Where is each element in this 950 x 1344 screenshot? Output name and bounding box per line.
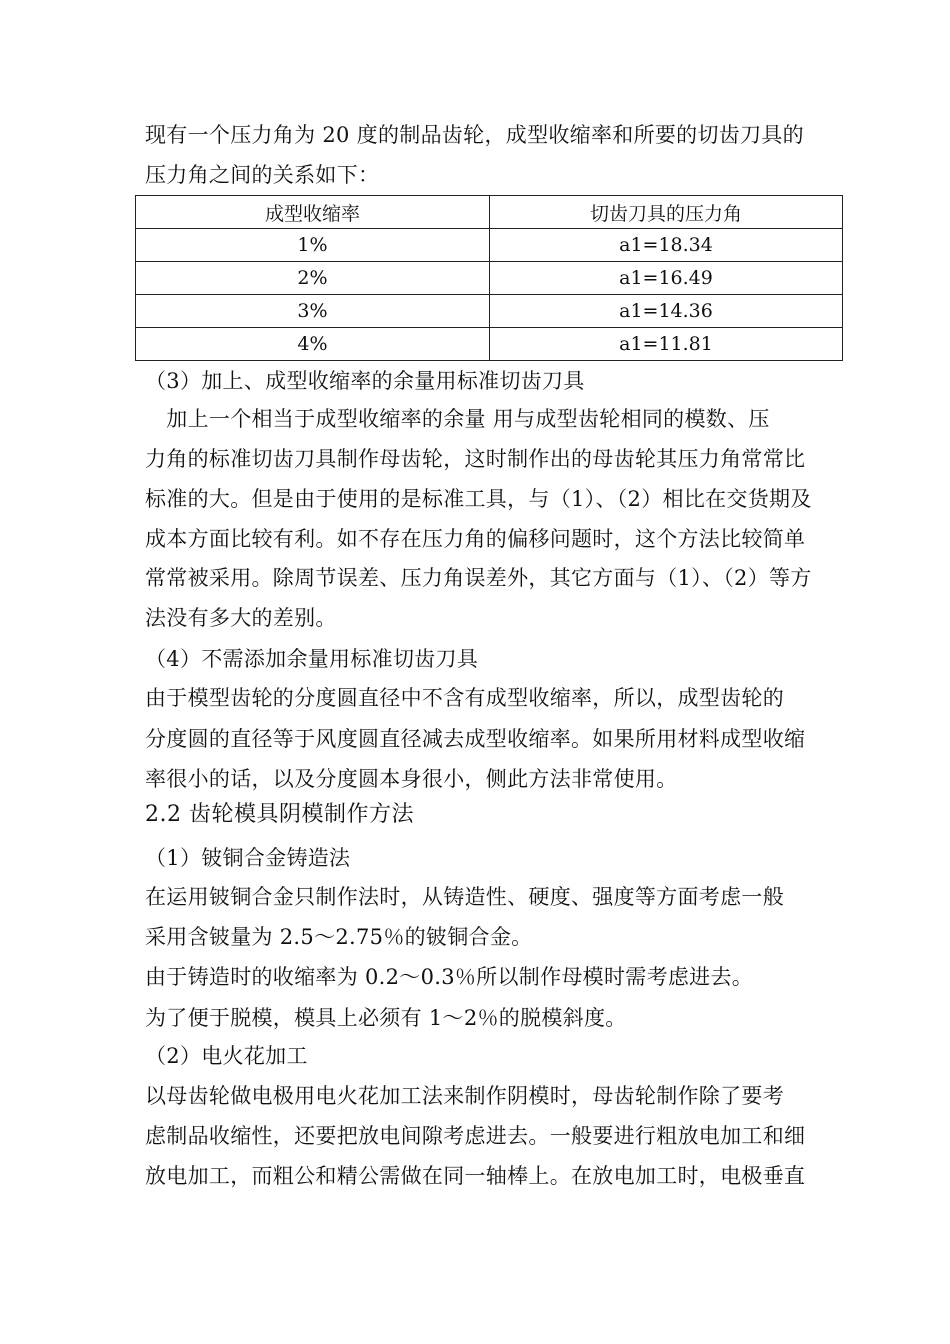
section-heading: （4）不需添加余量用标准切齿刀具 <box>145 647 479 671</box>
paragraph-line: 率很小的话，以及分度圆本身很小，侧此方法非常使用。 <box>145 767 678 791</box>
shrinkage-table <box>135 195 843 361</box>
section-heading: （1）铍铜合金铸造法 <box>145 846 351 870</box>
paragraph-line: 由于模型齿轮的分度圆直径中不含有成型收缩率，所以，成型齿轮的 <box>145 686 784 710</box>
table-cell: 4% <box>136 328 490 361</box>
paragraph-line: 分度圆的直径等于风度圆直径减去成型收缩率。如果所用材料成型收缩 <box>145 727 806 751</box>
paragraph-line: 放电加工，而粗公和精公需做在同一轴棒上。在放电加工时，电极垂直 <box>145 1164 806 1188</box>
table-cell: 2% <box>136 262 490 295</box>
paragraph-line: 采用含铍量为 2.5～2.75％的铍铜合金。 <box>145 925 533 949</box>
intro-line: 压力角之间的关系如下： <box>145 163 380 187</box>
chapter-heading: 2.2 齿轮模具阴模制作方法 <box>145 802 414 827</box>
table-cell: a1=14.36 <box>490 295 843 328</box>
intro-line: 现有一个压力角为 20 度的制品齿轮，成型收缩率和所要的切齿刀具的 <box>145 123 804 147</box>
table-row <box>136 229 843 262</box>
table-header-cell: 成型收缩率 <box>136 196 490 229</box>
paragraph-line: 虑制品收缩性，还要把放电间隙考虑进去。一般要进行粗放电加工和细 <box>145 1124 806 1148</box>
table-cell: a1=16.49 <box>490 262 843 295</box>
table-row <box>136 328 843 361</box>
table-header-cell: 切齿刀具的压力角 <box>490 196 843 229</box>
table-cell: 1% <box>136 229 490 262</box>
table-cell: a1=11.81 <box>490 328 843 361</box>
paragraph-line: 常常被采用。除周节误差、压力角误差外，其它方面与（1）、（2）等方 <box>145 566 812 590</box>
table-row <box>136 262 843 295</box>
paragraph-line: 加上一个相当于成型收缩率的余量 用与成型齿轮相同的模数、压 <box>145 407 770 431</box>
section-heading: （2）电火花加工 <box>145 1044 308 1068</box>
paragraph-line: 法没有多大的差别。 <box>145 606 337 630</box>
paragraph-line: 以母齿轮做电极用电火花加工法来制作阴模时，母齿轮制作除了要考 <box>145 1084 784 1108</box>
table-header-row <box>136 196 843 229</box>
paragraph-line: 由于铸造时的收缩率为 0.2～0.3％所以制作母模时需考虑进去。 <box>145 965 754 989</box>
paragraph-line: 在运用铍铜合金只制作法时，从铸造性、硬度、强度等方面考虑一般 <box>145 885 784 909</box>
paragraph-line: 成本方面比较有利。如不存在压力角的偏移问题时，这个方法比较简单 <box>145 527 806 551</box>
table-cell: a1=18.34 <box>490 229 843 262</box>
paragraph-line: 为了便于脱模，模具上必须有 1～2％的脱模斜度。 <box>145 1006 627 1030</box>
table-cell: 3% <box>136 295 490 328</box>
paragraph-line: 标准的大。但是由于使用的是标准工具，与（1）、（2）相比在交货期及 <box>145 487 812 511</box>
section-heading: （3）加上、成型收缩率的余量用标准切齿刀具 <box>145 369 585 393</box>
paragraph-line: 力角的标准切齿刀具制作母齿轮，这时制作出的母齿轮其压力角常常比 <box>145 447 806 471</box>
table-row <box>136 295 843 328</box>
